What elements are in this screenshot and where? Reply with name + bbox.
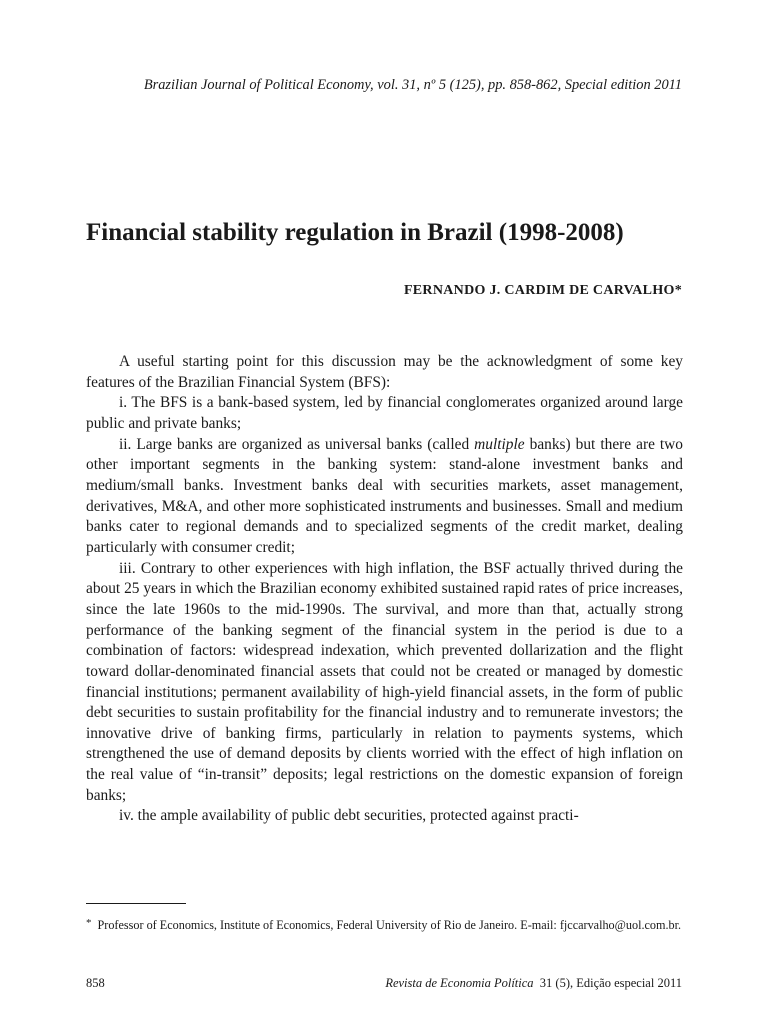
paragraph-item-ii-start: ii. Large banks are organized as universal banks (called <box>119 435 475 453</box>
article-author: FERNANDO J. CARDIM DE CARVALHO* <box>403 283 682 298</box>
paragraph-item-iii: iii. Contrary to other experiences with high inflation, the BSF actually thrived during the about 25 years in which the Brazilian economy exhibited sustained rapid rates of price increases, since the late 1960s to the mid-1990s. The survival, and more than that, actually strong performance of the banking segment of the financial system in the period is due to a combination of factors: widespread indexation, which prevented dollarization and the flight toward dollar-denominated financial assets that could not be created or managed by domestic financial institutions; permanent availability of high-yield financial assets, in the form of public debt securities to sustain profitability for the financial industry and to remunerate investors; the innovative drive of banking firms, particularly in relation to payments systems, which strengthened the use of demand deposits by clients worried with the effect of high inflation on the real value of “in-transit” deposits; legal restrictions on the domestic expansion of foreign banks; <box>86 559 683 804</box>
footnote <box>86 915 683 933</box>
article-body <box>86 352 683 827</box>
paragraph-item-iv: iv. the ample availability of public debt securities, protected against practi- <box>119 807 579 825</box>
footer-journal-info <box>300 975 682 991</box>
footer-issue: 31 (5), Edição especial 2011 <box>539 976 682 990</box>
page-number: 858 <box>86 976 105 990</box>
footnote-mark: * <box>86 917 92 929</box>
footnote-text: Professor of Economics, Institute of Economics, Federal University of Rio de Janeiro. E-mail: fjccarvalho@uol.com.br. <box>97 918 682 932</box>
footnote-divider <box>86 903 186 904</box>
footer-journal-name: Revista de Economia Política <box>385 976 534 990</box>
paragraph-item-ii <box>86 435 683 559</box>
journal-citation-header: Brazilian Journal of Political Economy, vol. 31, nº 5 (125), pp. 858-862, Special edition 2011 <box>143 77 682 93</box>
paragraph-item-ii-end: banks) but there are two other important segments in the banking system: stand-alone investment banks and medium/small banks. Investment banks deal with securities markets, asset management, derivatives, M&A, and other more sophisticated instruments and businesses. Small and medium banks cater to regional demands and to specialized segments of the credit market, dealing particularly with consumer credit; <box>86 435 683 556</box>
article-title: Financial stability regulation in Brazil (1998-2008) <box>86 219 624 246</box>
paragraph-intro: A useful starting point for this discussion may be the acknowledgment of some key features of the Brazilian Financial System (BFS): <box>86 353 683 391</box>
paragraph-item-i: i. The BFS is a bank-based system, led by financial conglomerates organized around large public and private banks; <box>86 394 683 432</box>
emphasis-multiple: multiple <box>474 435 525 453</box>
